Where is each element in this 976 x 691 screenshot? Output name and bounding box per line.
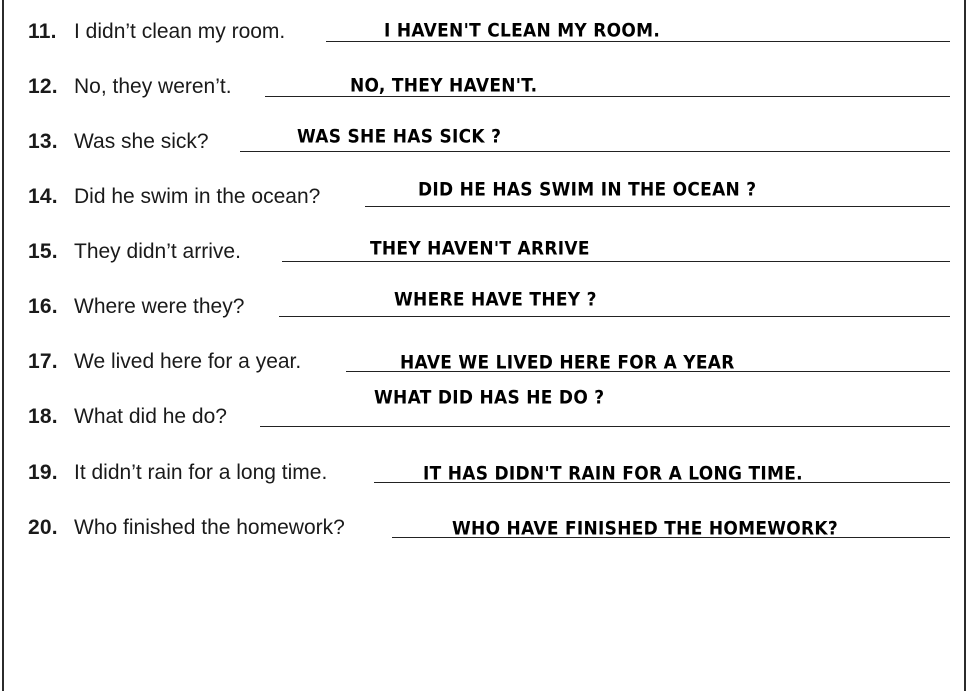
exercise-item-11	[28, 14, 950, 46]
item-number: 19.	[28, 461, 58, 484]
handwritten-answer: WAS SHE HAS SICK ?	[297, 125, 502, 148]
item-question: Who finished the homework?	[74, 516, 345, 539]
item-number: 18.	[28, 405, 58, 428]
exercise-item-18	[28, 388, 950, 431]
answer-line[interactable]	[282, 261, 950, 262]
item-question: We lived here for a year.	[74, 350, 302, 373]
exercise-item-19	[28, 455, 950, 487]
item-number: 16.	[28, 295, 58, 318]
item-question: Where were they?	[74, 295, 245, 318]
answer-line[interactable]	[365, 206, 950, 207]
exercise-item-20	[28, 510, 950, 542]
item-number: 20.	[28, 516, 58, 539]
item-question: What did he do?	[74, 405, 227, 428]
handwritten-answer: IT HAS DIDN'T RAIN FOR A LONG TIME.	[423, 462, 803, 485]
item-question: I didn’t clean my room.	[74, 20, 286, 43]
handwritten-answer: THEY HAVEN'T ARRIVE	[370, 237, 590, 260]
handwritten-answer: HAVE WE LIVED HERE FOR A YEAR	[400, 351, 735, 374]
exercise-item-16	[28, 289, 950, 321]
item-number: 14.	[28, 185, 58, 208]
exercise-item-15	[28, 234, 950, 266]
item-number: 15.	[28, 240, 58, 263]
item-number: 13.	[28, 130, 58, 153]
item-number: 12.	[28, 75, 58, 98]
worksheet-page	[2, 0, 966, 691]
answer-line[interactable]	[279, 316, 950, 317]
item-question: It didn’t rain for a long time.	[74, 461, 328, 484]
item-question: Was she sick?	[74, 130, 209, 153]
answer-line[interactable]	[240, 151, 950, 152]
item-number: 11.	[28, 20, 57, 43]
item-question: They didn’t arrive.	[74, 240, 241, 263]
exercise-item-13	[28, 124, 950, 156]
item-question: Did he swim in the ocean?	[74, 185, 321, 208]
exercise-item-12	[28, 69, 950, 101]
handwritten-answer: WHO HAVE FINISHED THE HOMEWORK?	[452, 517, 839, 540]
item-question: No, they weren’t.	[74, 75, 232, 98]
handwritten-answer: DID HE HAS SWIM IN THE OCEAN ?	[418, 178, 757, 201]
handwritten-answer: NO, THEY HAVEN'T.	[350, 74, 538, 97]
item-number: 17.	[28, 350, 58, 373]
answer-line[interactable]	[260, 426, 950, 427]
exercise-item-17	[28, 344, 950, 376]
exercise-item-14	[28, 179, 950, 211]
handwritten-answer: I HAVEN'T CLEAN MY ROOM.	[384, 19, 661, 42]
handwritten-answer: WHAT DID HAS HE DO ?	[374, 386, 605, 409]
handwritten-answer: WHERE HAVE THEY ?	[394, 288, 597, 311]
